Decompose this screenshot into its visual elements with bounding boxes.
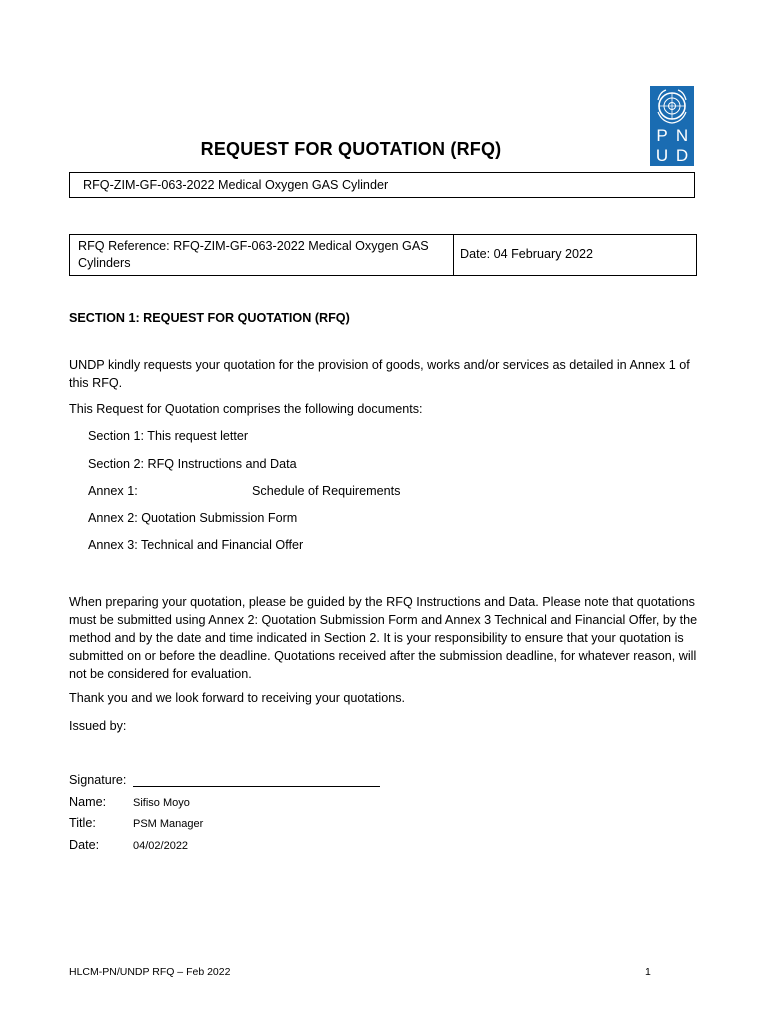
logo-letter-u: U [655, 146, 669, 165]
date-value: 04/02/2022 [133, 840, 189, 852]
rfq-title-box [69, 172, 695, 198]
document-item: Annex 3: Technical and Financial Offer [88, 538, 304, 552]
reference-table [69, 234, 697, 276]
document-item: Annex 2: Quotation Submission Form [88, 511, 298, 525]
page-title: REQUEST FOR QUOTATION (RFQ) [200, 139, 502, 159]
un-emblem-icon [650, 86, 694, 126]
date-cell: Date: 04 February 2022 [460, 247, 594, 261]
document-item: Section 2: RFQ Instructions and Data [88, 457, 297, 471]
rfq-title-text: RFQ-ZIM-GF-063-2022 Medical Oxygen GAS Cylinder [83, 178, 389, 192]
signature-line [133, 786, 380, 787]
signature-label: Signature: [69, 773, 127, 787]
thanks-paragraph: Thank you and we look forward to receiving your quotations. [69, 691, 406, 705]
date-label: Date: [69, 838, 100, 852]
title-label: Title: [69, 816, 96, 830]
title-value: PSM Manager [133, 818, 204, 830]
issued-by-label: Issued by: [69, 719, 127, 733]
document-item: Section 1: This request letter [88, 429, 249, 443]
documents-intro: This Request for Quotation comprises the following documents: [69, 402, 423, 416]
table-divider [453, 235, 454, 275]
guidance-paragraph: When preparing your quotation, please be guided by the RFQ Instructions and Data. Please note that quotations must be submitted using Annex 2: Quotation Submission Form and Annex 3 Technical and Financial Offer, by the method and by the date and time indicated in Section 2. It is your responsibility to ensure that your quotation is submitted on or before the deadline. Quotations received after the submission deadline, for whatever reason, will not be considered for evaluation. [69, 595, 698, 681]
page-number: 1 [645, 966, 651, 978]
document-item: Annex 1: [88, 484, 138, 498]
section-heading: SECTION 1: REQUEST FOR QUOTATION (RFQ) [69, 311, 350, 325]
intro-paragraph: UNDP kindly requests your quotation for the provision of goods, works and/or services as detailed in Annex 1 of this RFQ. [69, 358, 690, 390]
document-item-detail: Schedule of Requirements [252, 484, 401, 498]
logo-letter-p: P [656, 126, 668, 145]
reference-cell: RFQ Reference: RFQ-ZIM-GF-063-2022 Medical Oxygen GAS Cylinders [78, 239, 429, 270]
logo-letter-n: N [675, 126, 689, 145]
name-value: Sifiso Moyo [133, 797, 190, 809]
name-label: Name: [69, 795, 107, 809]
logo-letter-d: D [675, 146, 689, 165]
footer-text: HLCM-PN/UNDP RFQ – Feb 2022 [69, 966, 231, 978]
